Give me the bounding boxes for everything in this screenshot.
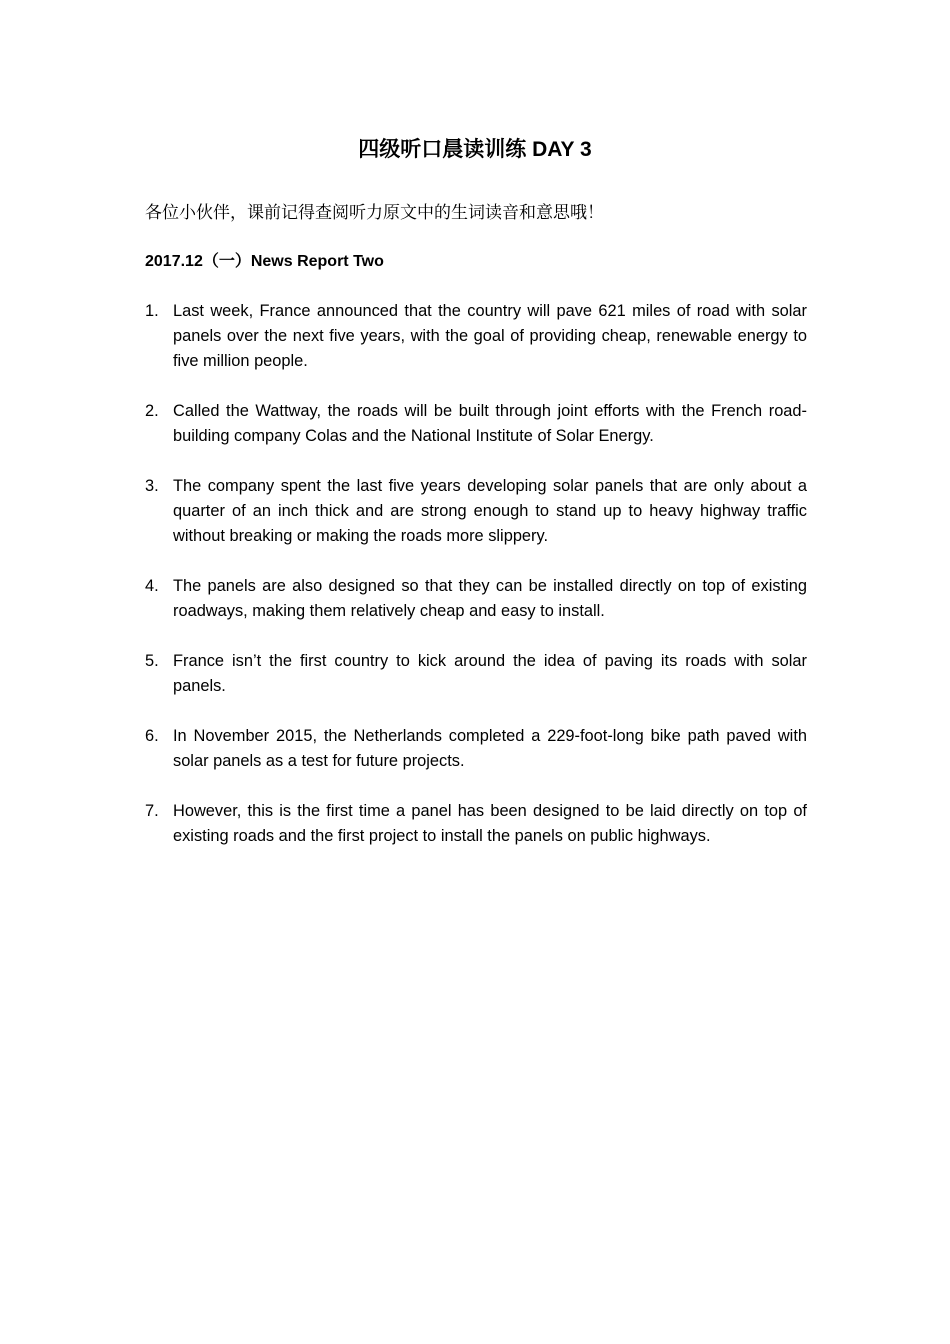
list-item bbox=[145, 799, 807, 849]
list-item bbox=[145, 399, 807, 449]
sentence-list bbox=[145, 299, 807, 874]
list-item bbox=[145, 649, 807, 699]
list-item bbox=[145, 299, 807, 374]
item-number: 6. bbox=[145, 727, 159, 745]
item-text: In November 2015, the Netherlands completed a 229-foot-long bike path paved with solar panels as a test for future projects. bbox=[173, 727, 807, 770]
item-number: 7. bbox=[145, 802, 159, 820]
item-text: The company spent the last five years developing solar panels that are only about a quarter of an inch thick and are strong enough to stand up to heavy highway traffic without breaking or making the roads more slippery. bbox=[173, 477, 807, 545]
item-number: 5. bbox=[145, 652, 159, 670]
item-number: 4. bbox=[145, 577, 159, 595]
item-number: 1. bbox=[145, 302, 159, 320]
document-title: 四级听口晨读训练 DAY 3 bbox=[358, 138, 592, 161]
item-text: France isn’t the first country to kick around the idea of paving its roads with solar panels. bbox=[173, 652, 807, 695]
item-text: The panels are also designed so that they can be installed directly on top of existing roadways, making them relatively cheap and easy to install. bbox=[173, 577, 807, 620]
list-item bbox=[145, 724, 807, 774]
section-heading: 2017.12（一）News Report Two bbox=[145, 253, 384, 270]
item-number: 2. bbox=[145, 402, 159, 420]
item-number: 3. bbox=[145, 477, 159, 495]
item-text: However, this is the first time a panel has been designed to be laid directly on top of existing roads and the first project to install the panels on public highways. bbox=[173, 802, 807, 845]
item-text: Called the Wattway, the roads will be built through joint efforts with the French road-building company Colas and the National Institute of Solar Energy. bbox=[173, 402, 807, 445]
item-text: Last week, France announced that the country will pave 621 miles of road with solar panels over the next five years, with the goal of providing cheap, renewable energy to five million people. bbox=[173, 302, 807, 370]
list-item bbox=[145, 574, 807, 624]
intro-note: 各位小伙伴，课前记得查阅听力原文中的生词读音和意思哦！ bbox=[145, 203, 604, 223]
list-item bbox=[145, 474, 807, 549]
